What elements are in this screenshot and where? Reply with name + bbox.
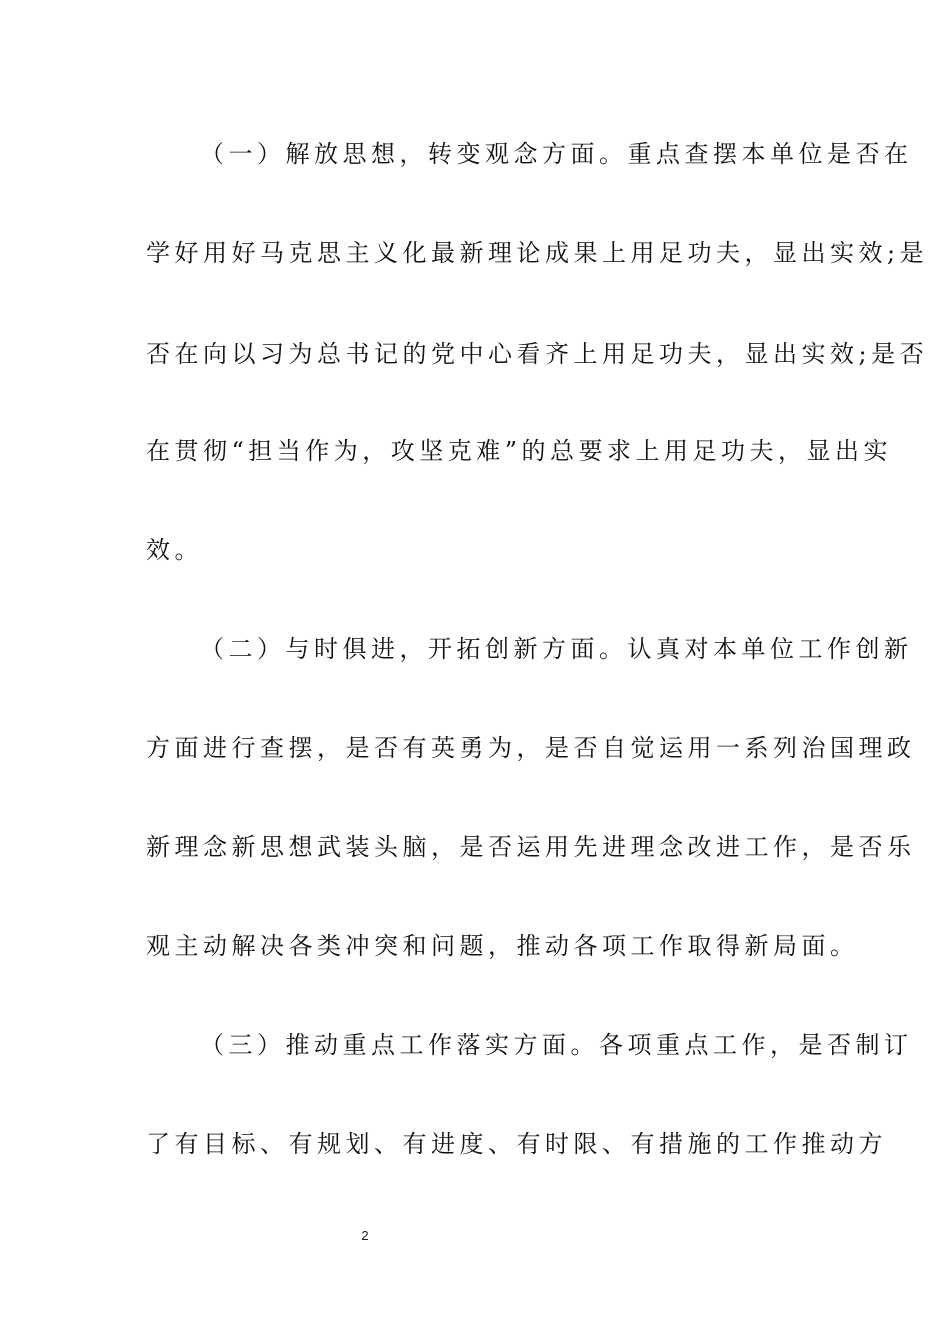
page-number: 2 (361, 1228, 369, 1243)
paragraph-1-line-4: 在贯彻“担当作为，攻坚克难”的总要求上用足功夫，显出实 (146, 437, 893, 465)
paragraph-1-line-2: 学好用好马克思主义化最新理论成果上用足功夫，显出实效;是 (146, 239, 929, 267)
paragraph-3-line-2: 了有目标、有规划、有进度、有时限、有措施的工作推动方 (146, 1130, 887, 1158)
paragraph-2-line-2: 方面进行查摆，是否有英勇为，是否自觉运用一系列治国理政 (146, 734, 916, 762)
paragraph-1-line-5: 效。 (146, 536, 203, 564)
paragraph-1-line-1: （一）解放思想，转变观念方面。重点查摆本单位是否在 (200, 140, 913, 168)
paragraph-1-line-3: 否在向以习为总书记的党中心看齐上用足功夫，显出实效;是否 (146, 340, 929, 368)
paragraph-2-line-3: 新理念新思想武装头脑，是否运用先进理念改进工作，是否乐 (146, 833, 916, 861)
paragraph-2-line-4: 观主动解决各类冲突和问题，推动各项工作取得新局面。 (146, 932, 859, 960)
paragraph-2-line-1: （二）与时俱进，开拓创新方面。认真对本单位工作创新 (200, 635, 913, 663)
paragraph-3-line-1: （三）推动重点工作落实方面。各项重点工作，是否制订 (200, 1031, 913, 1059)
